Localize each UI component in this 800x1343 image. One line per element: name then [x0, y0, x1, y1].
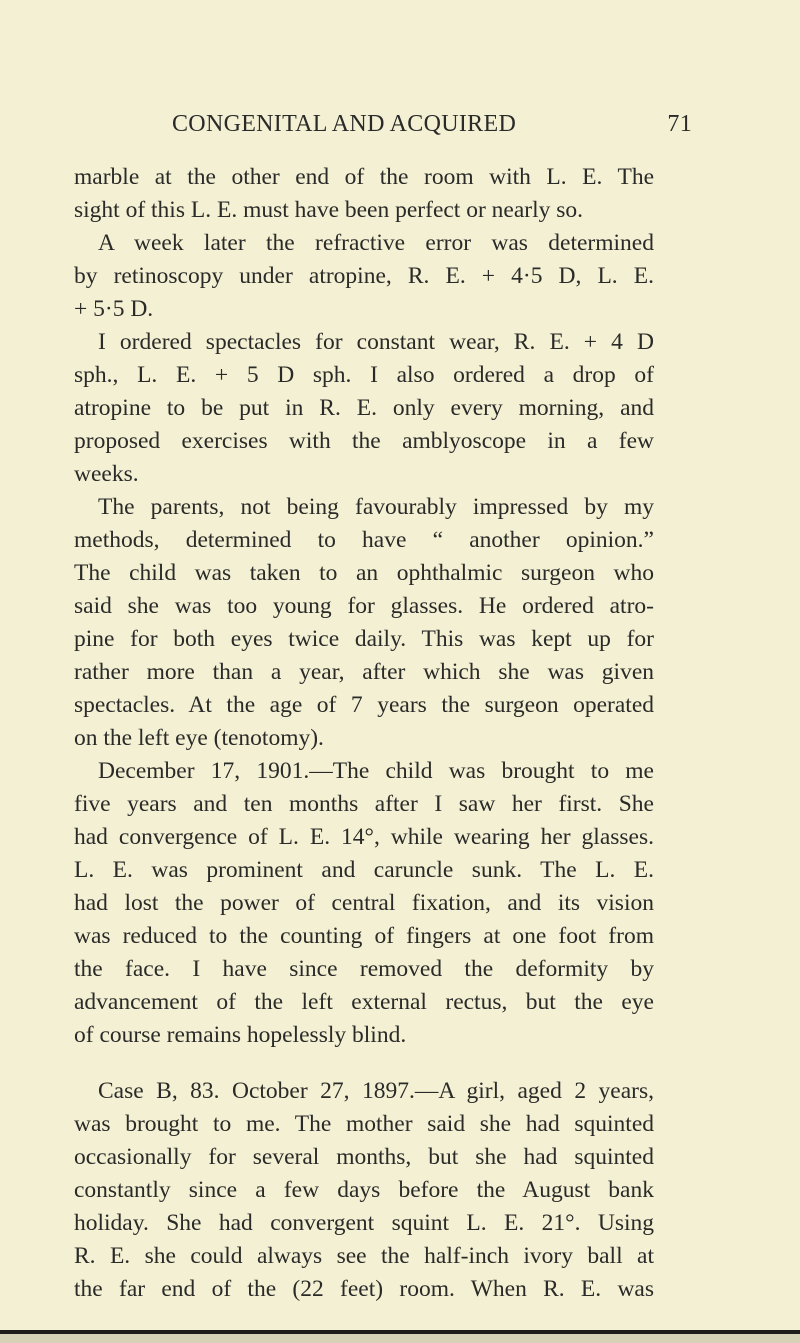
- body-text: [74, 161, 654, 1306]
- text-line: by retinoscopy under atropine, R. E. + 4·5 D, L. E.: [74, 263, 654, 289]
- text-line: of course remains hopelessly blind.: [74, 1022, 407, 1048]
- text-line: rather more than a year, after which she was given: [74, 659, 654, 685]
- text-line: occasionally for several months, but she had squinted: [74, 1144, 654, 1170]
- running-head: [172, 111, 692, 151]
- text-line: I ordered spectacles for constant wear, R. E. + 4 D: [98, 329, 654, 355]
- text-line: the far end of the (22 feet) room. When R. E. was: [74, 1276, 654, 1302]
- text-line: atropine to be put in R. E. only every morning, and: [74, 395, 654, 421]
- text-line: weeks.: [74, 461, 139, 487]
- paragraph: [74, 227, 654, 326]
- text-line: + 5·5 D.: [74, 296, 154, 322]
- text-line: Case B, 83. October 27, 1897.—A girl, aged 2 years,: [98, 1078, 654, 1104]
- text-line: sph., L. E. + 5 D sph. I also ordered a drop of: [74, 362, 654, 388]
- text-line: sight of this L. E. must have been perfect or nearly so.: [74, 197, 584, 223]
- text-line: The parents, not being favourably impressed by my: [98, 494, 654, 520]
- paragraph: [74, 161, 654, 227]
- text-line: on the left eye (tenotomy).: [74, 725, 324, 751]
- text-line: was brought to me. The mother said she had squinted: [74, 1111, 654, 1137]
- text-line: constantly since a few days before the August bank: [74, 1177, 654, 1203]
- text-line: L. E. was prominent and caruncle sunk. The L. E.: [74, 857, 654, 883]
- text-line: holiday. She had convergent squint L. E. 21°. Using: [74, 1210, 654, 1236]
- paragraph: [74, 326, 654, 491]
- paragraph: [74, 755, 654, 1052]
- paragraph: [74, 491, 654, 755]
- text-line: The child was taken to an ophthalmic surgeon who: [74, 560, 654, 586]
- text-line: proposed exercises with the amblyoscope in a few: [74, 428, 654, 454]
- paragraph: [74, 1075, 654, 1306]
- text-line: advancement of the left external rectus, but the eye: [74, 989, 654, 1015]
- text-line: had lost the power of central fixation, and its vision: [74, 890, 654, 916]
- page-number: 71: [667, 111, 692, 137]
- text-line: had convergence of L. E. 14°, while wearing her glasses.: [74, 824, 654, 850]
- page-bottom-edge: [0, 1334, 800, 1343]
- text-line: was reduced to the counting of fingers at one foot from: [74, 923, 654, 949]
- text-line: five years and ten months after I saw her first. She: [74, 791, 654, 817]
- running-title: CONGENITAL AND ACQUIRED: [172, 111, 517, 137]
- text-line: methods, determined to have “ another opinion.”: [74, 527, 654, 553]
- text-line: December 17, 1901.—The child was brought to me: [98, 758, 654, 784]
- text-line: the face. I have since removed the deformity by: [74, 956, 654, 982]
- paragraph-gap: [74, 1052, 654, 1075]
- text-line: marble at the other end of the room with L. E. The: [74, 164, 654, 190]
- text-line: said she was too young for glasses. He ordered atro-: [74, 593, 654, 619]
- text-line: pine for both eyes twice daily. This was kept up for: [74, 626, 654, 652]
- text-line: spectacles. At the age of 7 years the surgeon operated: [74, 692, 654, 718]
- text-line: A week later the refractive error was determined: [98, 230, 654, 256]
- text-line: R. E. she could always see the half-inch ivory ball at: [74, 1243, 654, 1269]
